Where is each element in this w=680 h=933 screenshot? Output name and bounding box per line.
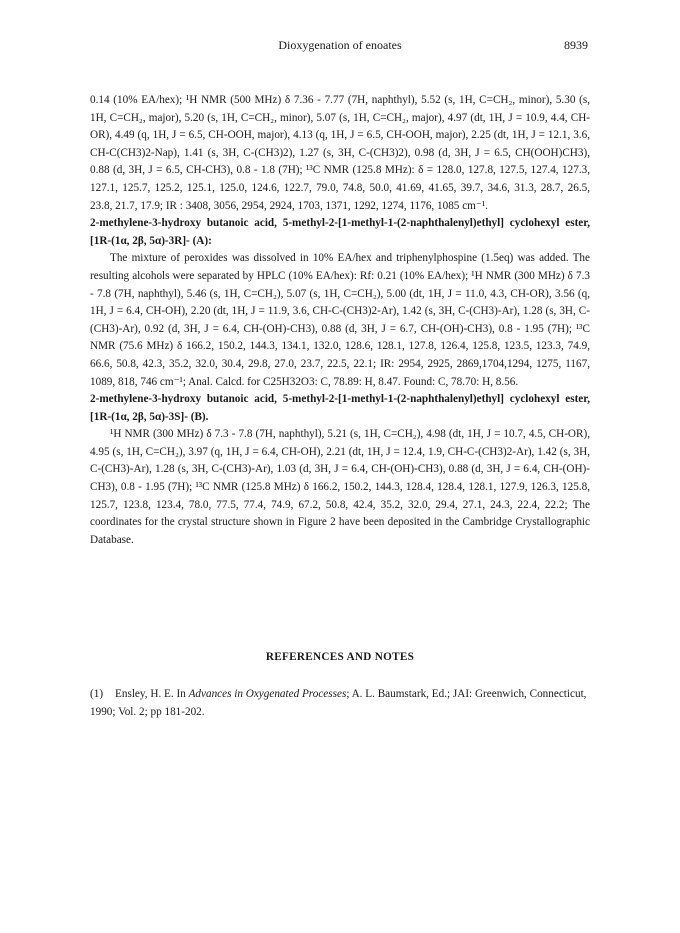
- compound-a-heading: 2-methylene-3-hydroxy butanoic acid, 5-methyl-2-[1-methyl-1-(2-naphthalenyl)ethyl] cyclohexyl ester, [1R-(1α, 2β, 5α)-3R]- (A):: [90, 217, 590, 247]
- reference-text-post: ; A. L. Baumstark, Ed.; JAI: Greenwich, Connecticut, 1990; Vol. 2; pp 181-202.: [90, 688, 587, 718]
- page-number: 8939: [564, 38, 588, 52]
- reference-number: (1): [90, 688, 104, 700]
- compound-b-paragraph: ¹H NMR (300 MHz) δ 7.3 - 7.8 (7H, naphthyl), 5.21 (s, 1H, C=CH₂), 4.98 (dt, 1H, J = 10.7, 4.5, CH-OR), 4.95 (s, 1H, C=CH₂), 3.97 (q, 1H, J = 6.4, CH-OH), 2.21 (dt, 1H, J = 12.4, 1.9, CH-C-(CH3)2-Ar), 1.42 (s, 3H, C-(CH3)-Ar), 1.28 (s, 3H, C-(CH3)-Ar), 1.03 (d, 3H, J = 6.4, CH-(OH)-CH3), 0.88 (d, 3H, J = 6.4, CH-(OH)-CH3), 0.8 - 1.95 (7H); ¹³C NMR (125.8 MHz) δ 166.2, 150.2, 144.3, 128.4, 128.4, 128.1, 127.9, 126.3, 125.8, 125.7, 123.8, 123.4, 78.0, 77.5, 77.4, 74.9, 67.2, 50.8, 42.4, 35.2, 32.0, 29.4, 27.1, 24.3, 22.4, 22.2; The coordinates for the crystal structure shown in Figure 2 have been deposited in the Cambridge Crystallographic Database.: [90, 428, 590, 546]
- experimental-text: [90, 92, 590, 549]
- reference-item: [90, 686, 590, 721]
- reference-book-title: Advances in Oxygenated Processes: [188, 688, 347, 700]
- references-list: [90, 686, 590, 721]
- paragraph-peroxide-data: 0.14 (10% EA/hex); ¹H NMR (500 MHz) δ 7.36 - 7.77 (7H, naphthyl), 5.52 (s, 1H, C=CH₂, minor), 5.30 (s, 1H, C=CH₂, major), 5.20 (s, 1H, C=CH₂, minor), 5.07 (s, 1H, C=CH₂, major), 4.97 (dt, 1H, J = 10.9, 4.4, CH-OR), 4.49 (q, 1H, J = 6.5, CH-OOH, major), 4.13 (q, 1H, J = 6.5, CH-OOH, major), 2.25 (dt, 1H, J = 12.1, 3.6, CH-C(CH3)2-Nap), 1.41 (s, 3H, C-(CH3)2), 1.27 (s, 3H, C-(CH3)2), 0.98 (d, 3H, J = 6.5, CH(OOH)CH3), 0.88 (d, 3H, J = 6.5, CH-CH3), 0.8 - 1.8 (7H); ¹³C NMR (125.8 MHz): δ = 128.0, 127.8, 127.5, 127.4, 127.3, 127.1, 125.7, 125.2, 125.1, 125.0, 124.6, 122.7, 79.0, 74.8, 50.0, 41.69, 41.65, 39.7, 34.6, 31.3, 28.7, 26.5, 23.8, 21.7, 17.9; IR : 3408, 3056, 2954, 2924, 1703, 1371, 1292, 1274, 1176, 1085 cm⁻¹.: [90, 94, 590, 212]
- compound-b-heading: 2-methylene-3-hydroxy butanoic acid, 5-methyl-2-[1-methyl-1-(2-naphthalenyl)ethyl] cyclohexyl ester, [1R-(1α, 2β, 5α)-3S]- (B).: [90, 393, 590, 423]
- running-title: Dioxygenation of enoates: [278, 38, 402, 52]
- compound-a-paragraph: The mixture of peroxides was dissolved in 10% EA/hex and triphenylphospine (1.5eq) was added. The resulting alcohols were separated by HPLC (10% EA/hex): Rf: 0.21 (10% EA/hex); ¹H NMR (300 MHz) δ 7.3 - 7.8 (7H, naphthyl), 5.46 (s, 1H, C=CH₂), 5.07 (s, 1H, C=CH₂), 5.00 (dt, 1H, J = 11.0, 4.3, CH-OR), 3.56 (q, 1H, J = 6.4, CH-OH), 2.20 (dt, 1H, J = 11.9, 3.6, CH-C-(CH3)2-Ar), 1.42 (s, 3H, C-(CH3)-Ar), 1.28 (s, 3H, C-(CH3)-Ar), 0.92 (d, 3H, J = 6.4, CH-(OH)-CH3), 0.88 (d, 3H, J = 6.7, CH-(OH)-CH3), 0.8 - 1.95 (7H); ¹³C NMR (75.6 MHz) δ 166.2, 150.2, 144.3, 134.1, 132.0, 128.6, 128.1, 127.8, 126.4, 125.8, 123.5, 123.3, 74.9, 66.6, 50.8, 42.3, 35.2, 32.0, 30.4, 29.8, 27.0, 23.7, 22.5, 22.1; IR: 2954, 2925, 2869,1704,1294, 1275, 1167, 1089, 818, 746 cm⁻¹; Anal. Calcd. for C25H32O3: C, 78.89: H, 8.47. Found: C, 78.70: H, 8.56.: [90, 252, 590, 388]
- reference-text-pre: Ensley, H. E. In: [115, 688, 189, 700]
- references-title: REFERENCES AND NOTES: [265, 651, 415, 663]
